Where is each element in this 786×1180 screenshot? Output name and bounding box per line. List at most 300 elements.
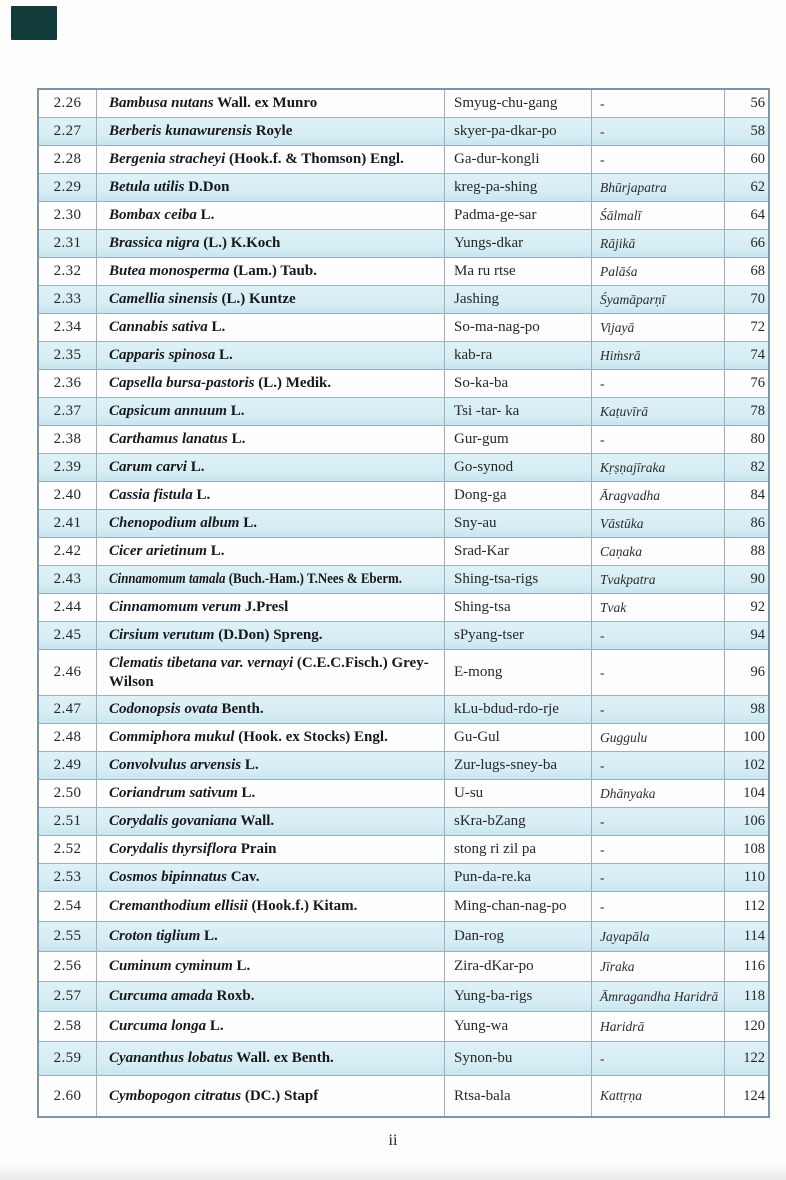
tibetan-name: Shing-tsa-rigs [445, 566, 592, 593]
tibetan-name: Go-synod [445, 454, 592, 481]
sanskrit-name: - [592, 146, 725, 173]
author-citation: (Hook. ex Stocks) Engl. [238, 729, 388, 746]
page-number-footer: ii [388, 1132, 398, 1149]
scientific-name: Carthamus lanatus [109, 431, 228, 448]
botanical-name [97, 258, 445, 285]
tibetan-name: U-su [445, 780, 592, 807]
sanskrit-name: - [592, 696, 725, 723]
entry-number: 2.53 [39, 864, 97, 891]
botanical-name-text [109, 728, 388, 746]
botanical-name-text [109, 178, 229, 196]
scientific-name: Coriandrum sativum [109, 785, 238, 802]
botanical-name-text [109, 514, 257, 532]
botanical-name [97, 286, 445, 313]
sanskrit-name: Śyamāparṇī [592, 286, 725, 313]
botanical-name-text [109, 598, 288, 616]
table-row [39, 146, 768, 174]
sanskrit-name: Bhūrjapatra [592, 174, 725, 201]
botanical-name [97, 724, 445, 751]
botanical-name [97, 780, 445, 807]
entry-number: 2.54 [39, 892, 97, 921]
page-ref: 104 [743, 785, 765, 801]
tibetan-name: Dan-rog [445, 922, 592, 951]
sanskrit-name: Kṛṣṇajīraka [592, 454, 725, 481]
page-ref: 68 [750, 263, 765, 279]
sanskrit-name: - [592, 752, 725, 779]
entry-number: 2.55 [39, 922, 97, 951]
botanical-name-text [109, 262, 317, 280]
botanical-name [97, 650, 445, 695]
botanical-name-text [109, 626, 323, 644]
table-row [39, 1012, 768, 1042]
sanskrit-name: - [592, 836, 725, 863]
tibetan-name: Ma ru rtse [445, 258, 592, 285]
table-row [39, 342, 768, 370]
author-citation: J.Presl [244, 599, 289, 616]
botanical-name-text [109, 784, 255, 802]
page-ref: 56 [750, 95, 765, 111]
tibetan-name: Ga-dur-kongli [445, 146, 592, 173]
entry-number: 2.52 [39, 836, 97, 863]
author-citation: L. [211, 319, 226, 336]
scientific-name: Cirsium verutum [109, 627, 215, 644]
scientific-name: Brassica nigra [109, 235, 200, 252]
entry-number: 2.59 [39, 1042, 97, 1075]
scientific-name: Bambusa nutans [109, 95, 214, 112]
author-citation: L. [204, 928, 218, 945]
sanskrit-name: Vijayā [592, 314, 725, 341]
author-citation: L. [196, 487, 211, 504]
table-row [39, 594, 768, 622]
author-citation: Cav. [230, 869, 260, 886]
tibetan-name: sPyang-tser [445, 622, 592, 649]
sanskrit-name: Kattṛṇa [592, 1076, 725, 1116]
table-row [39, 370, 768, 398]
entry-number: 2.27 [39, 118, 97, 145]
author-citation: (L.) Kuntze [221, 291, 296, 308]
botanical-name-text [109, 1087, 318, 1105]
page-ref: 106 [743, 813, 765, 829]
page-ref: 58 [750, 123, 765, 139]
scientific-name: Curcuma amada [109, 988, 213, 1005]
sanskrit-name: - [592, 650, 725, 695]
table-row [39, 510, 768, 538]
table-row [39, 752, 768, 780]
page-ref: 114 [743, 928, 765, 944]
entry-number: 2.30 [39, 202, 97, 229]
entry-number: 2.32 [39, 258, 97, 285]
botanical-name [97, 538, 445, 565]
scientific-name: Cinnamomum verum [109, 599, 242, 616]
botanical-name [97, 922, 445, 951]
botanical-name [97, 146, 445, 173]
author-citation: Wall. ex Benth. [236, 1050, 334, 1067]
table-row [39, 566, 768, 594]
page-ref: 108 [743, 841, 765, 857]
tibetan-name: Dong-ga [445, 482, 592, 509]
table-row [39, 1042, 768, 1076]
page-ref: 72 [750, 319, 765, 335]
botanical-name [97, 454, 445, 481]
author-citation: L. [190, 459, 205, 476]
botanical-name [97, 510, 445, 537]
page-ref: 94 [750, 627, 765, 643]
entry-number: 2.48 [39, 724, 97, 751]
table-row [39, 864, 768, 892]
entry-number: 2.50 [39, 780, 97, 807]
tibetan-name: sKra-bZang [445, 808, 592, 835]
table-row [39, 724, 768, 752]
scientific-name: Bombax ceiba [109, 207, 197, 224]
sanskrit-name: Vāstūka [592, 510, 725, 537]
scientific-name: Cremanthodium ellisii [109, 898, 248, 915]
scientific-name: Cosmos bipinnatus [109, 869, 227, 886]
entry-number: 2.26 [39, 90, 97, 117]
scientific-name: Capparis spinosa [109, 347, 216, 364]
sanskrit-name: Caṇaka [592, 538, 725, 565]
botanical-name [97, 230, 445, 257]
botanical-name [97, 982, 445, 1011]
author-citation: (DC.) Stapf [244, 1087, 319, 1104]
scan-edge-shadow [0, 1164, 786, 1180]
table-row [39, 174, 768, 202]
entry-number: 2.49 [39, 752, 97, 779]
table-row [39, 426, 768, 454]
entry-number: 2.37 [39, 398, 97, 425]
sanskrit-name: Guggulu [592, 724, 725, 751]
author-citation: L. [209, 1018, 224, 1035]
botanical-name-text [109, 346, 233, 364]
sanskrit-name: - [592, 118, 725, 145]
botanical-name-text [109, 430, 245, 448]
entry-number: 2.35 [39, 342, 97, 369]
scientific-name: Cicer arietinum [109, 543, 207, 560]
botanical-name [97, 314, 445, 341]
author-citation: Roxb. [216, 988, 255, 1005]
botanical-name [97, 1076, 445, 1116]
sanskrit-name: - [592, 370, 725, 397]
page-ref: 62 [750, 179, 765, 195]
botanical-name-text [109, 458, 204, 476]
sanskrit-name: - [592, 808, 725, 835]
botanical-name-text [109, 318, 225, 336]
botanical-name [97, 1012, 445, 1041]
botanical-name-text [109, 1049, 334, 1067]
scan-corner-mark [11, 6, 57, 40]
page-ref: 60 [750, 151, 765, 167]
botanical-name [97, 696, 445, 723]
author-citation: (Hook.f.) Kitam. [251, 898, 358, 915]
botanical-name [97, 594, 445, 621]
botanical-name [97, 202, 445, 229]
table-row [39, 696, 768, 724]
tibetan-name: Srad-Kar [445, 538, 592, 565]
tibetan-name: Ming-chan-nag-po [445, 892, 592, 921]
entry-number: 2.28 [39, 146, 97, 173]
author-citation: Wall. [240, 813, 275, 830]
entry-number: 2.29 [39, 174, 97, 201]
page-ref: 76 [750, 375, 765, 391]
scientific-name: Cassia fistula [109, 487, 193, 504]
entry-number: 2.45 [39, 622, 97, 649]
entry-number: 2.34 [39, 314, 97, 341]
botanical-name-text [109, 1017, 224, 1035]
page-ref: 80 [750, 431, 765, 447]
tibetan-name: Sny-au [445, 510, 592, 537]
sanskrit-name: Palāśa [592, 258, 725, 285]
botanical-name-text [109, 402, 244, 420]
scientific-name: Corydalis govaniana [109, 813, 237, 830]
botanical-name [97, 864, 445, 891]
scientific-name: Clematis tibetana var. vernayi [109, 655, 294, 672]
scientific-name: Croton tiglium [109, 928, 201, 945]
author-citation: L. [244, 757, 259, 774]
page-ref: 98 [750, 701, 765, 717]
botanical-name [97, 622, 445, 649]
tibetan-name: Pun-da-re.ka [445, 864, 592, 891]
botanical-name-text [109, 897, 357, 915]
author-citation: L. [241, 785, 256, 802]
botanical-name [97, 752, 445, 779]
table-row [39, 398, 768, 426]
page-ref: 86 [750, 515, 765, 531]
botanical-name [97, 370, 445, 397]
page-ref: 120 [743, 1018, 765, 1034]
tibetan-name: Shing-tsa [445, 594, 592, 621]
tibetan-name: Yungs-dkar [445, 230, 592, 257]
scientific-name: Capsicum annuum [109, 403, 227, 420]
page-ref: 116 [743, 958, 765, 974]
entry-number: 2.40 [39, 482, 97, 509]
botanical-name-text [109, 700, 264, 718]
page-ref: 70 [750, 291, 765, 307]
tibetan-name: So-ma-nag-po [445, 314, 592, 341]
table-row [39, 808, 768, 836]
tibetan-name: Gu-Gul [445, 724, 592, 751]
botanical-name-text [109, 122, 292, 140]
author-citation: (L.) K.Koch [203, 235, 281, 252]
author-citation: Royle [255, 123, 293, 140]
sanskrit-name: Dhānyaka [592, 780, 725, 807]
entry-number: 2.41 [39, 510, 97, 537]
sanskrit-name: Hiṁsrā [592, 342, 725, 369]
scientific-name: Betula utilis [109, 179, 185, 196]
page-ref: 88 [750, 543, 765, 559]
sanskrit-name: Tvakpatra [592, 566, 725, 593]
sanskrit-name: - [592, 622, 725, 649]
table-row [39, 650, 768, 696]
botanical-name [97, 808, 445, 835]
page-ref: 82 [750, 459, 765, 475]
author-citation: (Buch.-Ham.) T.Nees & Eberm. [228, 571, 403, 588]
botanical-name [97, 566, 445, 593]
botanical-name [97, 342, 445, 369]
table-row [39, 90, 768, 118]
sanskrit-name: Śālmalī [592, 202, 725, 229]
sanskrit-name: - [592, 892, 725, 921]
page-ref: 92 [750, 599, 765, 615]
botanical-name [97, 398, 445, 425]
table-row [39, 454, 768, 482]
tibetan-name: Yung-wa [445, 1012, 592, 1041]
entry-number: 2.33 [39, 286, 97, 313]
contents-table [37, 88, 770, 1118]
table-row [39, 286, 768, 314]
page-ref: 110 [743, 869, 765, 885]
botanical-name [97, 90, 445, 117]
page-ref: 102 [743, 757, 765, 773]
page-ref: 96 [750, 664, 765, 680]
author-citation: Benth. [221, 701, 264, 718]
botanical-name-text [109, 94, 317, 112]
botanical-name-text [109, 234, 280, 252]
scientific-name: Chenopodium album [109, 515, 240, 532]
botanical-name [97, 174, 445, 201]
scientific-name: Butea monosperma [109, 263, 230, 280]
botanical-name-text [109, 150, 404, 168]
table-row [39, 314, 768, 342]
entry-number: 2.51 [39, 808, 97, 835]
author-citation: L. [231, 431, 246, 448]
botanical-name-text [109, 542, 224, 560]
scientific-name: Carum carvi [109, 459, 187, 476]
table-row [39, 780, 768, 808]
botanical-name-text [109, 654, 440, 691]
table-row [39, 538, 768, 566]
entry-number: 2.38 [39, 426, 97, 453]
tibetan-name: kLu-bdud-rdo-rje [445, 696, 592, 723]
entry-number: 2.43 [39, 566, 97, 593]
author-citation: (C.E.C.Fisch.) Grey-Wilson [109, 655, 429, 690]
author-citation: Prain [240, 841, 277, 858]
sanskrit-name: Haridrā [592, 1012, 725, 1041]
page-ref: 84 [750, 487, 765, 503]
botanical-name-text [109, 290, 296, 308]
sanskrit-name: Kaṭuvīrā [592, 398, 725, 425]
tibetan-name: Zur-lugs-sney-ba [445, 752, 592, 779]
page-ref: 78 [750, 403, 765, 419]
scientific-name: Cymbopogon citratus [109, 1087, 242, 1104]
table-row [39, 202, 768, 230]
scientific-name: Curcuma longa [109, 1018, 207, 1035]
table-row [39, 922, 768, 952]
page-ref: 74 [750, 347, 765, 363]
entry-number: 2.39 [39, 454, 97, 481]
botanical-name [97, 482, 445, 509]
entry-number: 2.57 [39, 982, 97, 1011]
table-row [39, 982, 768, 1012]
tibetan-name: So-ka-ba [445, 370, 592, 397]
scientific-name: Capsella bursa-pastoris [109, 375, 255, 392]
page-ref: 66 [750, 235, 765, 251]
table-row [39, 118, 768, 146]
botanical-name-text [109, 206, 214, 224]
page-ref: 100 [743, 729, 765, 745]
table-row [39, 836, 768, 864]
entry-number: 2.60 [39, 1076, 97, 1116]
sanskrit-name: - [592, 90, 725, 117]
author-citation: D.Don [188, 179, 230, 196]
botanical-name-text [109, 570, 402, 588]
entry-number: 2.31 [39, 230, 97, 257]
tibetan-name: stong ri zil pa [445, 836, 592, 863]
tibetan-name: Smyug-chu-gang [445, 90, 592, 117]
entry-number: 2.42 [39, 538, 97, 565]
botanical-name-text [109, 812, 274, 830]
author-citation: L. [230, 403, 245, 420]
table-row [39, 258, 768, 286]
botanical-name-text [109, 987, 254, 1005]
entry-number: 2.36 [39, 370, 97, 397]
page-ref: 64 [750, 207, 765, 223]
page-ref: 90 [750, 571, 765, 587]
table-row [39, 1076, 768, 1116]
author-citation: Wall. ex Munro [217, 95, 318, 112]
tibetan-name: Padma-ge-sar [445, 202, 592, 229]
botanical-name-text [109, 957, 250, 975]
botanical-name [97, 426, 445, 453]
tibetan-name: skyer-pa-dkar-po [445, 118, 592, 145]
table-row [39, 482, 768, 510]
sanskrit-name: Jīraka [592, 952, 725, 981]
scientific-name: Bergenia stracheyi [109, 151, 226, 168]
botanical-name [97, 836, 445, 863]
botanical-name [97, 892, 445, 921]
sanskrit-name: - [592, 864, 725, 891]
page-ref: 118 [743, 988, 765, 1004]
tibetan-name: E-mong [445, 650, 592, 695]
sanskrit-name: Tvak [592, 594, 725, 621]
sanskrit-name: Āmragandha Haridrā [592, 982, 725, 1011]
table-row [39, 952, 768, 982]
scientific-name: Cinnamomum tamala [109, 571, 226, 588]
author-citation: L. [210, 543, 225, 560]
scientific-name: Cuminum cyminum [109, 958, 233, 975]
author-citation: (Hook.f. & Thomson) Engl. [229, 151, 404, 168]
table-row [39, 892, 768, 922]
botanical-name-text [109, 927, 218, 945]
tibetan-name: kab-ra [445, 342, 592, 369]
scientific-name: Corydalis thyrsiflora [109, 841, 237, 858]
entry-number: 2.58 [39, 1012, 97, 1041]
author-citation: L. [236, 958, 251, 975]
table-row [39, 622, 768, 650]
tibetan-name: Gur-gum [445, 426, 592, 453]
entry-number: 2.46 [39, 650, 97, 695]
author-citation: L. [219, 347, 233, 364]
botanical-name-text [109, 486, 210, 504]
scientific-name: Codonopsis ovata [109, 701, 218, 718]
tibetan-name: Tsi -tar- ka [445, 398, 592, 425]
page-ref: 112 [743, 898, 765, 914]
sanskrit-name: - [592, 426, 725, 453]
author-citation: (Lam.) Taub. [233, 263, 317, 280]
author-citation: L. [200, 207, 215, 224]
botanical-name-text [109, 868, 259, 886]
page-ref: 124 [743, 1087, 765, 1104]
tibetan-name: kreg-pa-shing [445, 174, 592, 201]
entry-number: 2.47 [39, 696, 97, 723]
scientific-name: Commiphora mukul [109, 729, 235, 746]
botanical-name-text [109, 374, 331, 392]
scientific-name: Camellia sinensis [109, 291, 218, 308]
tibetan-name: Rtsa-bala [445, 1076, 592, 1116]
botanical-name-text [109, 840, 277, 858]
scientific-name: Berberis kunawurensis [109, 123, 252, 140]
scientific-name: Cannabis sativa [109, 319, 208, 336]
sanskrit-name: Jayapāla [592, 922, 725, 951]
sanskrit-name: Rājikā [592, 230, 725, 257]
